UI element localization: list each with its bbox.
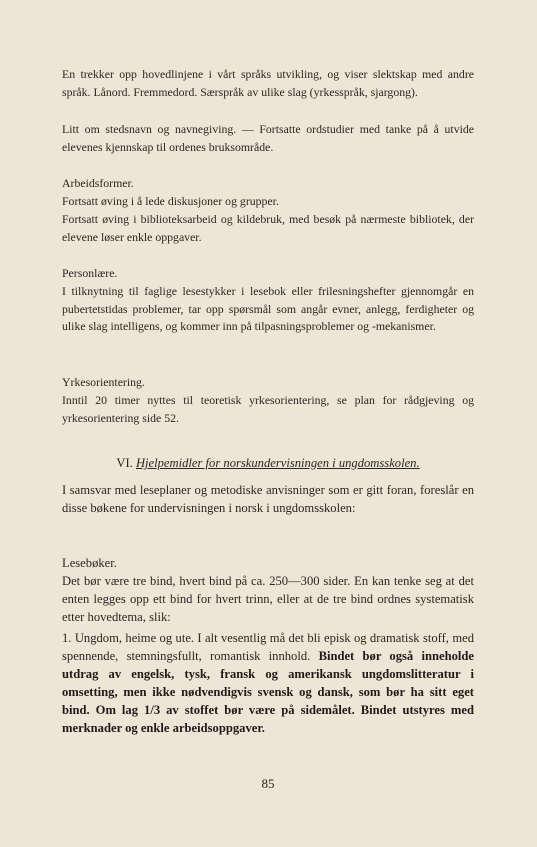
list-item-1-bold-a: Bindet bør også inneholde utdrag av engelsk, tysk, fransk og amerikansk ungdomslitteratur i omsetting, men ikke nødvendigvis svensk og dansk, som bør ha sitt eget bind. Om lag bbox=[62, 648, 474, 717]
heading-personlaere: Personlære. bbox=[62, 266, 118, 280]
paragraph-personlaere: I tilknytning til faglige lesestykker i lesebok eller frilesningshefter gjennomgår en pubertetstidas problemer, tar opp spørsmål som angår evner, anlegg, ferdigheter og ulike slag intelligens, og kommer inn på tilpasningsproblemer og -mekanismer. bbox=[62, 284, 474, 334]
paragraph-leseboker: Det bør være tre bind, hvert bind på ca. 250—300 sider. En kan tenke seg at det enten legges opp ett bind for hvert trinn, eller at de tre bind ordnes systematisk etter hovedtema, slik: bbox=[62, 574, 474, 624]
fraction: 1/3 bbox=[144, 702, 161, 717]
paragraph-intro: En trekker opp hovedlinjene i vårt språks utvikling, og viser slektskap med andre språk. Lånord. Fremmedord. Særspråk av ulike slag (yrkesspråk, sjargong). bbox=[62, 67, 474, 99]
heading-leseboker: Lesebøker. bbox=[62, 556, 117, 570]
paragraph-stedsnavn: Litt om stedsnavn og navnegiving. — Fortsatte ordstudier med tanke på å utvide elevenes kjennskap til ordenes bruksområde. bbox=[62, 122, 474, 154]
list-item-1-regular: 1. Ungdom, heime og ute. I alt vesentlig må det bli episk og dramatisk stoff, med spennende, stemningsfullt, romantisk innhold. bbox=[62, 631, 474, 663]
arbeidsformer-line-2: Fortsatt øving i biblioteksarbeid og kildebruk, med besøk på nærmeste bibliotek, der elevene løser enkle oppgaver. bbox=[62, 212, 474, 244]
arbeidsformer-line-1: Fortsatt øving i å lede diskusjoner og grupper. bbox=[62, 194, 279, 208]
list-item-1-bold-b: av stoffet bør være på sidemålet. Bindet utstyres med merknader og enkle arbeidsoppgaver. bbox=[62, 702, 474, 735]
page-number: 85 bbox=[261, 776, 275, 791]
chapter-number: VI. bbox=[116, 456, 133, 470]
paragraph-yrkesorientering: Inntil 20 timer nyttes til teoretisk yrkesorientering, se plan for rådgjeving og yrkesorientering side 52. bbox=[62, 393, 474, 425]
paragraph-samsvar: I samsvar med leseplaner og metodiske anvisninger som er gitt foran, foreslår en disse bøkene for undervisningen i norsk i ungdomsskolen: bbox=[62, 483, 474, 515]
chapter-title: Hjelpemidler for norskundervisningen i ungdomsskolen. bbox=[135, 456, 420, 470]
list-item-1 bbox=[62, 630, 474, 737]
chapter-heading bbox=[62, 455, 474, 473]
heading-yrkesorientering: Yrkesorientering. bbox=[62, 375, 145, 389]
heading-arbeidsformer: Arbeidsformer. bbox=[62, 176, 134, 190]
